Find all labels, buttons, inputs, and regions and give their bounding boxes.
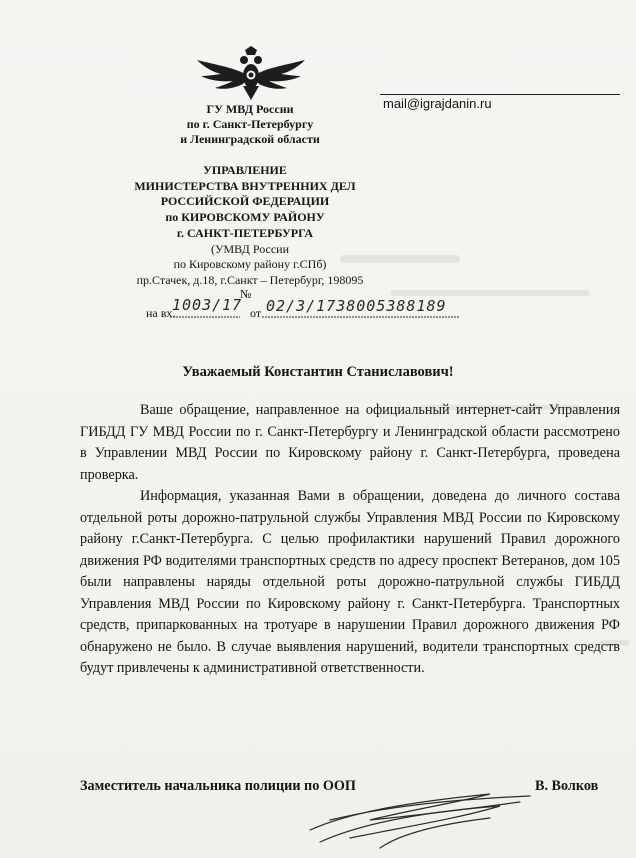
from-label: от [250,306,262,320]
org-abbrev-line-1: (УМВД России [210,242,290,256]
registration-underline [170,314,470,322]
scan-artifact [390,290,590,296]
org-full-line-1: УПРАВЛЕНИЕ [203,163,287,177]
org-short-line-1: ГУ МВД России [206,102,294,116]
body-paragraph-2: Информация, указанная Вами в обращении, доведена до личного состава отдельной роты дорожно-патрульной службы Управления МВД России по Кировскому району г.Санкт-Петербурга. С целью профилактики нарушений Правил дорожного движения РФ водителями транспортных средств по адресу проспект Ветеранов, дом 105 были направлены наряды отдельной роты дорожно-патрульной службы ГИБДД Управления МВД России по Кировскому району г. Санкт-Петербурга. Транспортных средств, припаркованных на тротуаре в нарушении Правил дорожного движения РФ обнаружено не было. В случае выявления нарушений, водители транспортных средств будут привлечены к административной ответственности. [80,488,620,676]
org-full-line-3: РОССИЙСКОЙ ФЕДЕРАЦИИ [160,194,330,208]
incoming-number: 1003/17 [172,296,243,314]
recipient-email: mail@igrajdanin.ru [383,96,492,111]
org-abbrev-line-2: по Кировскому району г.СПб) [173,257,327,271]
org-full-line-2: МИНИСТЕРСТВА ВНУТРЕННИХ ДЕЛ [134,179,356,193]
letter-body [80,400,620,680]
number-sign: № [240,287,252,301]
signatory-title: Заместитель начальника полиции по ООП [80,778,356,794]
greeting: Уважаемый Константин Станиславович! [182,364,454,380]
sender-address: пр.Стачек, д.18, г.Санкт – Петербург, 198095 [136,273,364,287]
org-short-line-2: по г. Санкт-Петербургу [186,117,314,131]
org-full-line-5: г. САНКТ-ПЕТЕРБУРГА [176,226,314,240]
signatory-name: В. Волков [535,778,599,794]
body-paragraph-1: Ваше обращение, направленное на официальный интернет-сайт Управления ГИБДД ГУ МВД России по г. Санкт-Петербургу и Ленинградской области рассмотрено в Управлении МВД России по Кировскому району г. Санкт-Петербурга, проведена проверка. [80,402,620,483]
recipient-line [380,94,620,95]
registration-date-number: 02/3/1738005388189 [266,297,447,315]
incoming-label: на вх. [146,306,176,320]
org-full-line-4: по КИРОВСКОМУ РАЙОНУ [165,210,325,224]
handwritten-signature [290,790,540,850]
scan-artifact [340,255,460,263]
org-short-line-3: и Ленинградской области [180,132,320,146]
mvd-emblem-icon [191,46,311,102]
